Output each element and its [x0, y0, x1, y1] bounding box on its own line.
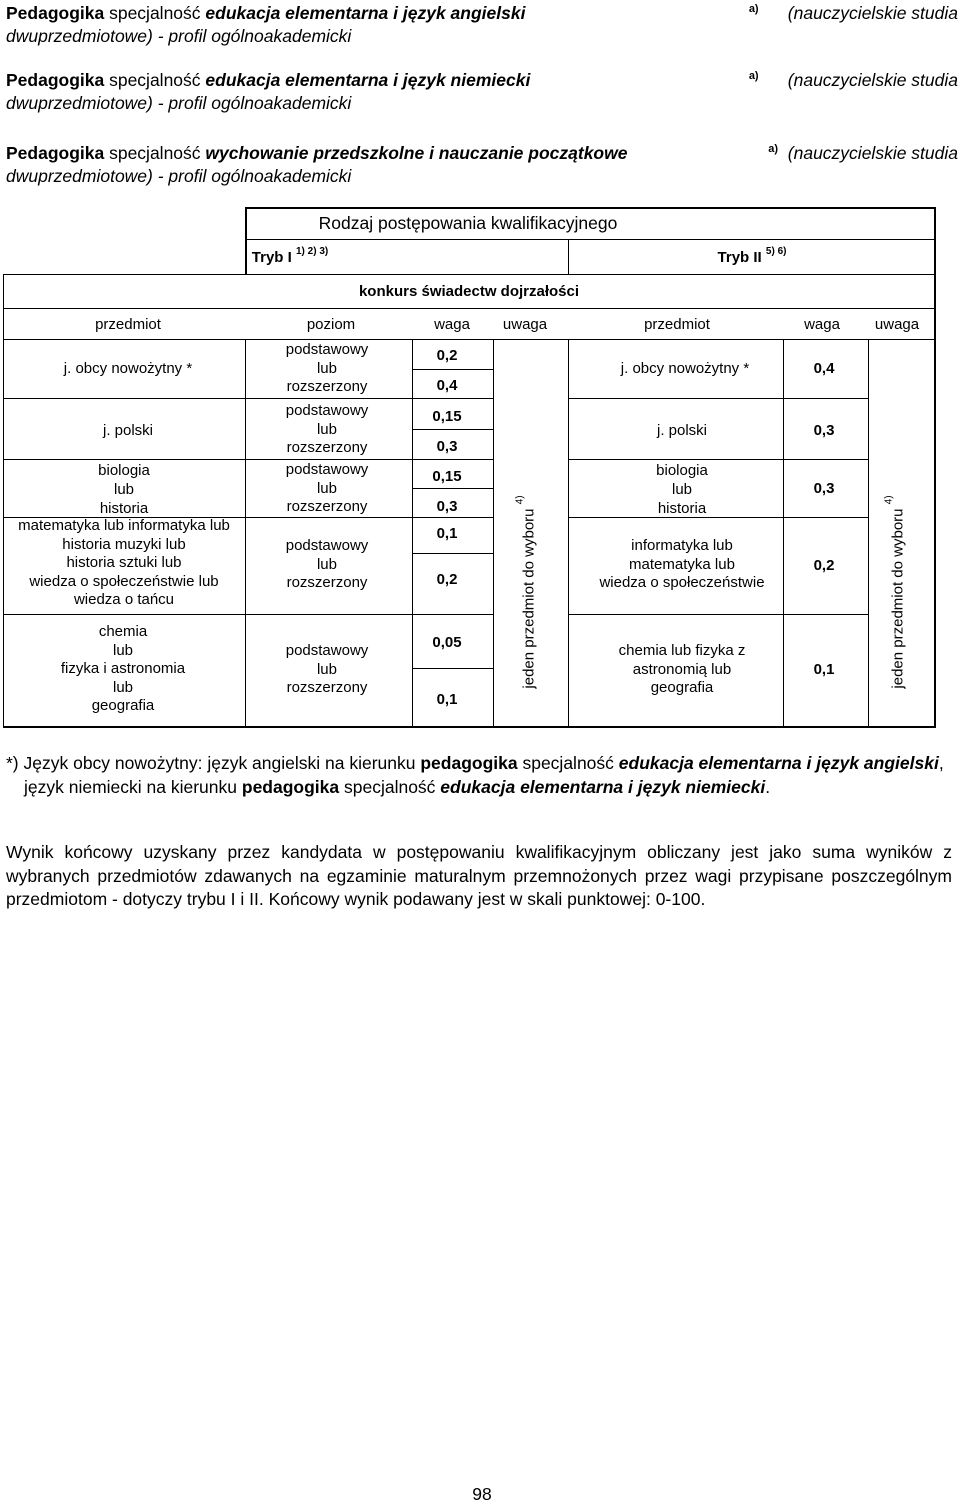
result-paragraph: Wynik końcowy uzyskany przez kandydata w postępowaniu kwalifikacyjnym obliczany jest jako suma wyników z wybranych przedmiotów zdawanych na egzaminie maturalnym przemnożonych przez wagi przypisane poszczególnym przedmiotom - dotyczy trybu I i II. Końcowy wynik podawany jest w skali punktowej: 0-100. — [6, 842, 952, 909]
level-line: podstawowy — [285, 537, 369, 554]
col-divider — [568, 339, 569, 727]
t1-level-4 — [286, 537, 369, 593]
table-border-bottom — [3, 726, 935, 728]
col-divider — [783, 339, 784, 727]
konkurs-label: konkurs świadectw dojrzałości — [358, 283, 580, 300]
tryb-1-label: Tryb I — [251, 249, 292, 266]
table-divider — [3, 308, 935, 309]
t1-level-5 — [286, 642, 369, 698]
choice-note-sup: 4) — [514, 495, 526, 505]
level-line: podstawowy — [285, 461, 369, 478]
field-name: Pedagogika — [6, 3, 105, 23]
specialty-label: specjalność — [104, 3, 206, 23]
col-header-przedmiot-2: przedmiot — [644, 316, 710, 333]
col-header-waga-2: waga — [804, 316, 840, 333]
program-header-3 — [6, 142, 958, 188]
t1-weight-2-ext: 0,3 — [436, 438, 458, 455]
study-profile: dwuprzedmiotowe) - profil ogólnoakademicki — [6, 93, 352, 113]
note-marker: a) — [768, 143, 779, 155]
tryb-1-header — [252, 248, 328, 267]
level-line: lub — [316, 555, 338, 573]
row-divider — [3, 459, 493, 460]
col-header-waga: waga — [434, 316, 470, 333]
subject-line: matematyka lub informatyka lub — [18, 517, 230, 534]
col-header-przedmiot: przedmiot — [95, 316, 161, 333]
t1-subject-1: j. obcy nowożytny * — [63, 360, 193, 377]
t1-weight-3-ext: 0,3 — [436, 498, 458, 515]
t1-weight-4-ext: 0,2 — [436, 571, 458, 588]
t2-weight-4: 0,2 — [813, 557, 835, 574]
t1-weight-4-basic: 0,1 — [436, 525, 458, 542]
table-border-top — [245, 207, 935, 209]
weight-divider — [412, 668, 493, 669]
study-type: (nauczycielskie studia — [787, 3, 958, 23]
footnote-text: specjalność — [339, 776, 441, 797]
table-border-right — [934, 207, 936, 728]
choice-note-sup: 4) — [883, 495, 895, 505]
col-divider — [412, 339, 413, 727]
program-header-2 — [6, 69, 958, 115]
study-profile: dwuprzedmiotowe) - profil ogólnoakademicki — [6, 166, 352, 186]
table-divider — [3, 339, 935, 340]
t1-weight-2-basic: 0,15 — [432, 408, 462, 425]
level-line: rozszerzony — [286, 574, 368, 591]
subject-line: geografia — [91, 697, 155, 715]
choice-note-text: jeden przedmiot do wyboru — [520, 508, 538, 689]
t2-weight-2: 0,3 — [813, 422, 835, 439]
field-name: Pedagogika — [6, 70, 105, 90]
subject-line: geografia — [650, 679, 714, 696]
note-marker: a) — [748, 3, 759, 15]
weight-divider — [412, 553, 493, 554]
table-border-left — [3, 274, 4, 727]
subject-line: lub — [112, 678, 134, 696]
row-divider — [568, 459, 868, 460]
subject-line: informatyka lub — [631, 537, 733, 554]
level-line: rozszerzony — [286, 378, 368, 395]
footnote-field: pedagogika — [241, 776, 340, 797]
footnote-specialty: edukacja elementarna i język niemiecki — [440, 776, 766, 797]
level-line: rozszerzony — [286, 498, 368, 515]
subject-line: wiedza o społeczeństwie — [599, 574, 765, 591]
table-border-left-top — [245, 207, 247, 275]
study-profile: dwuprzedmiotowe) - profil ogólnoakademicki — [6, 26, 352, 46]
subject-line: wiedza o tańcu — [73, 591, 175, 608]
program-header-1 — [6, 2, 958, 48]
level-line: lub — [316, 479, 338, 497]
t2-subject-5 — [619, 642, 746, 698]
specialty-label: specjalność — [104, 70, 206, 90]
col-header-uwaga-2: uwaga — [874, 316, 920, 333]
subject-line: lub — [113, 481, 135, 498]
tryb-2-header — [718, 248, 787, 267]
col-divider — [568, 239, 569, 275]
t1-weight-5-basic: 0,05 — [432, 634, 462, 651]
col-divider — [868, 339, 869, 727]
page-number: 98 — [472, 1484, 492, 1504]
table-divider — [245, 239, 935, 240]
weight-divider — [412, 429, 493, 430]
subject-line: matematyka lub — [629, 555, 735, 573]
t1-weight-5-ext: 0,1 — [436, 691, 458, 708]
footnote-text: . — [765, 776, 771, 797]
specialty-name: wychowanie przedszkolne i nauczanie początkowe — [205, 143, 628, 163]
t1-subject-5 — [61, 623, 185, 716]
t2-choice-note — [883, 495, 907, 689]
level-line: podstawowy — [285, 341, 369, 358]
t1-weight-1-basic: 0,2 — [436, 347, 458, 364]
t2-weight-5: 0,1 — [813, 661, 835, 678]
specialty-name: edukacja elementarna i język angielski — [205, 3, 526, 23]
subject-line: biologia — [656, 462, 708, 479]
subject-line: lub — [112, 641, 134, 659]
col-header-uwaga: uwaga — [502, 316, 548, 333]
t1-level-1 — [286, 341, 369, 397]
level-line: rozszerzony — [286, 439, 368, 456]
footnote — [6, 752, 952, 799]
t1-choice-note — [514, 495, 538, 689]
footnote-text: , język niemiecki na kierunku — [24, 753, 944, 797]
tryb-2-label: Tryb II — [717, 249, 762, 266]
t2-subject-3 — [656, 461, 708, 518]
t2-subject-2: j. polski — [656, 422, 708, 439]
t1-level-3 — [286, 461, 369, 517]
table-title: Rodzaj postępowania kwalifikacyjnego — [318, 213, 618, 233]
col-header-poziom: poziom — [306, 316, 356, 333]
subject-line: chemia lub fizyka z — [618, 642, 746, 659]
level-line: rozszerzony — [286, 679, 368, 696]
col-divider — [493, 339, 494, 727]
t1-subject-3 — [98, 461, 150, 518]
specialty-label: specjalność — [104, 143, 206, 163]
weight-divider — [412, 488, 493, 489]
study-type: (nauczycielskie studia — [787, 70, 958, 90]
subject-line: historia muzyki lub — [62, 535, 186, 553]
subject-line: lub — [671, 481, 693, 498]
table-divider — [3, 274, 935, 275]
tryb-1-notes: 1) 2) 3) — [295, 246, 329, 257]
t2-subject-1: j. obcy nowożytny * — [620, 360, 750, 377]
t1-weight-1-ext: 0,4 — [436, 377, 458, 394]
subject-line: fizyka i astronomia — [60, 660, 186, 678]
field-name: Pedagogika — [6, 143, 105, 163]
specialty-name: edukacja elementarna i język niemiecki — [205, 70, 531, 90]
col-divider — [245, 339, 246, 727]
subject-line: chemia — [98, 623, 148, 640]
t2-weight-1: 0,4 — [813, 360, 835, 377]
subject-line: astronomią lub — [632, 660, 732, 678]
footnote-text: specjalność — [517, 753, 619, 773]
row-divider — [3, 614, 493, 615]
t1-weight-3-basic: 0,15 — [432, 468, 462, 485]
level-line: lub — [316, 660, 338, 678]
row-divider — [568, 614, 868, 615]
choice-note-text: jeden przedmiot do wyboru — [889, 508, 907, 689]
weight-divider — [412, 369, 493, 370]
footnote-text: *) Język obcy nowożytny: język angielski na kierunku — [6, 753, 421, 773]
subject-line: historia — [657, 500, 707, 517]
subject-line: biologia — [98, 462, 150, 479]
study-type: (nauczycielskie studia — [787, 143, 958, 163]
t1-subject-2: j. polski — [102, 422, 154, 439]
level-line: lub — [316, 420, 338, 438]
tryb-2-notes: 5) 6) — [765, 246, 787, 257]
level-line: podstawowy — [285, 642, 369, 659]
subject-line: historia — [99, 500, 149, 517]
t1-subject-4 — [18, 517, 230, 610]
row-divider — [3, 398, 493, 399]
footnote-field: pedagogika — [420, 753, 518, 773]
t1-level-2 — [286, 402, 369, 458]
subject-line: historia sztuki lub — [66, 554, 182, 571]
footnote-specialty: edukacja elementarna i język angielski — [618, 753, 939, 773]
note-marker: a) — [748, 70, 759, 82]
row-divider — [568, 398, 868, 399]
t2-weight-3: 0,3 — [813, 480, 835, 497]
row-divider — [568, 517, 868, 518]
level-line: lub — [316, 359, 338, 377]
subject-line: wiedza o społeczeństwie lub — [29, 572, 219, 590]
level-line: podstawowy — [285, 402, 369, 419]
t2-subject-4 — [599, 537, 764, 593]
